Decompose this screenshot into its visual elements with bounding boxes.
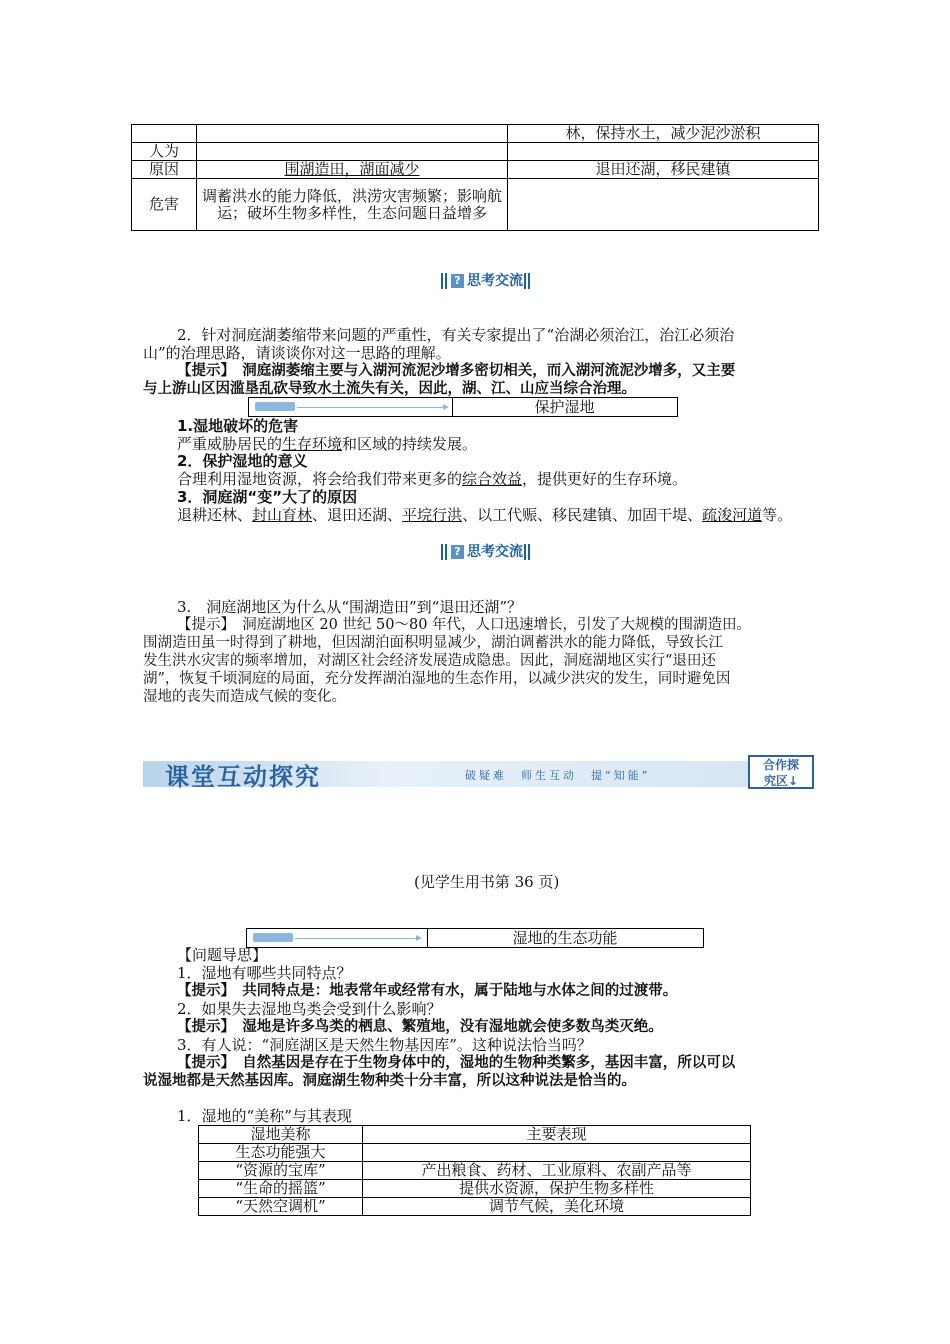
hint-text: 围湖造田虽一时得到了耕地，但因湖泊面积明显减少，湖泊调蓄洪水的能力降低，导致长江 xyxy=(143,635,723,651)
table-cell xyxy=(197,161,508,179)
section-heading: 2．保护湿地的意义 xyxy=(177,452,308,470)
paragraph: 合理利用湿地资源，将会给我们带来更多的综合效益，提供更好的生存环境。 xyxy=(177,470,688,488)
table-cell xyxy=(197,143,508,161)
table-cell: 生态功能强大 xyxy=(199,1144,363,1162)
table-cell: 原因 xyxy=(132,161,197,179)
hint-text: 说湿地都是天然基因库。洞庭湖生物种类十分丰富，所以这种说法是恰当的。 xyxy=(143,1073,636,1089)
hint-text: 【提示】 共同特点是：地表常年或经常有水，属于陆地与水体之间的过渡带。 xyxy=(177,983,678,999)
table-title: 1．湿地的“美称”与其表现 xyxy=(177,1107,352,1125)
hint-text: 湖”，恢复千顷洞庭的局面，充分发挥湖泊湿地的生态作用，以减少洪灾的发生，同时避免因 xyxy=(143,671,731,687)
table-cell: 危害 xyxy=(132,179,197,231)
banner-title: 课堂互动探究 xyxy=(165,762,321,791)
guide-heading: 【问题导思】 xyxy=(177,946,268,964)
topic-title: 保护湿地 xyxy=(534,398,595,416)
think-exchange-heading xyxy=(440,541,531,561)
hint-text: 发生洪水灾害的频率增加，对湖区社会经济发展造成隐患。因此，洞庭湖地区实行“退田还 xyxy=(143,653,716,669)
table-cell xyxy=(363,1144,751,1162)
arrow-icon xyxy=(297,407,447,408)
table-cell xyxy=(132,125,197,143)
causes-table xyxy=(131,124,819,231)
table-header-cell: 主要表现 xyxy=(363,1126,751,1144)
hint-text: 【提示】 湿地是许多鸟类的栖息、繁殖地，没有湿地就会使多数鸟类灭绝。 xyxy=(177,1019,663,1035)
table-cell: 退田还湖，移民建镇 xyxy=(508,161,819,179)
table-cell xyxy=(508,143,819,161)
topic-chip-icon xyxy=(253,933,293,942)
table-cell: 人为 xyxy=(132,143,197,161)
page-reference: (见学生用书第 36 页) xyxy=(414,873,560,891)
table-cell: 调节气候，美化环境 xyxy=(363,1198,751,1216)
table-cell: 产出粮食、药材、工业原料、农副产品等 xyxy=(363,1162,751,1180)
table-cell: 提供水资源，保护生物多样性 xyxy=(363,1180,751,1198)
topic-box xyxy=(248,397,678,417)
think-exchange-heading xyxy=(440,270,531,290)
banner-subtitle: 破疑难 师生互动 提“知能” xyxy=(465,769,651,782)
think-label: 思考交流 xyxy=(467,273,523,289)
table-cell: 林，保持水土，减少泥沙淤积 xyxy=(508,125,819,143)
question-text: 2．如果失去湿地鸟类会受到什么影响？ xyxy=(177,1000,442,1018)
question-text: 3. 洞庭湖地区为什么从“围湖造田”到“退田还湖”？ xyxy=(177,598,522,616)
think-label: 思考交流 xyxy=(467,544,523,560)
wetland-titles-table xyxy=(198,1125,751,1216)
section-heading: 3．洞庭湖“变”大了的原因 xyxy=(177,488,358,506)
hint-text: 湿地的丧失而造成气候的变化。 xyxy=(143,689,346,705)
topic-title: 湿地的生态功能 xyxy=(512,929,618,947)
table-cell xyxy=(508,179,819,231)
question-text: 3．有人说：“洞庭湖区是天然生物基因库”。这种说法恰当吗？ xyxy=(177,1036,592,1054)
arrow-icon xyxy=(295,938,420,939)
section-heading: 1.湿地破坏的危害 xyxy=(177,417,299,435)
hint-text: 【提示】 洞庭湖地区 20 世纪 50～80 年代，人口迅速增长，引发了大规模的围湖造田。 xyxy=(177,617,752,633)
paragraph: 严重威胁居民的生存环境和区域的持续发展。 xyxy=(177,435,478,453)
question-icon: ? xyxy=(451,274,464,288)
section-banner xyxy=(143,755,815,791)
topic-box xyxy=(246,928,704,948)
question-text: 山”的治理思路，请谈谈你对这一思路的理解。 xyxy=(143,344,451,362)
paragraph: 退耕还林、封山育林、退田还湖、平垸行洪、以工代赈、移民建镇、加固干堤、疏浚河道等。 xyxy=(177,506,793,524)
topic-chip-icon xyxy=(255,402,295,411)
question-text: 2．针对洞庭湖萎缩带来问题的严重性，有关专家提出了“治湖必须治江，治江必须治 xyxy=(177,326,735,344)
banner-box: 合作探 究区↓ xyxy=(748,755,814,789)
underlined-text: 围湖造田，湖面减少 xyxy=(284,160,420,178)
table-cell: “资源的宝库” xyxy=(199,1162,363,1180)
question-text: 1．湿地有哪些共同特点？ xyxy=(177,964,352,982)
table-cell xyxy=(197,125,508,143)
table-header-cell: 湿地美称 xyxy=(199,1126,363,1144)
hint-text: 【提示】 自然基因是存在于生物身体中的，湿地的生物种类繁多，基因丰富，所以可以 xyxy=(177,1055,736,1071)
question-icon: ? xyxy=(451,545,464,559)
table-cell: “生命的摇篮” xyxy=(199,1180,363,1198)
hint-text: 与上游山区因滥垦乱砍导致水土流失有关，因此，湖、江、山应当综合治理。 xyxy=(143,381,636,397)
table-cell: 调蓄洪水的能力降低，洪涝灾害频繁；影响航运；破坏生物多样性，生态问题日益增多 xyxy=(197,179,508,231)
hint-text: 【提示】 洞庭湖萎缩主要与入湖河流泥沙增多密切相关，而入湖河流泥沙增多，又主要 xyxy=(177,363,736,379)
table-cell: “天然空调机” xyxy=(199,1198,363,1216)
